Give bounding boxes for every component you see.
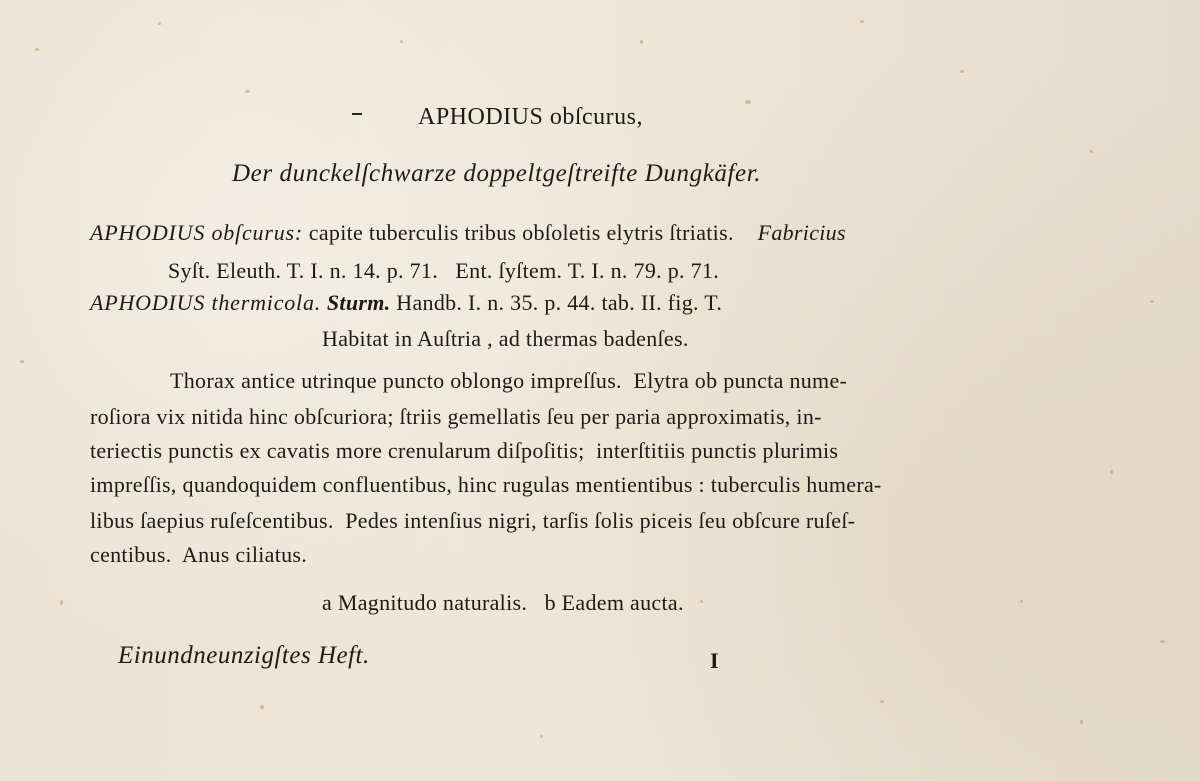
reference-author: Fabricius [757,220,846,245]
paper-fleck [20,360,24,363]
ornament-dash [352,113,362,115]
signature-mark: Einundneunzigſtes Heft. [118,642,370,669]
gathering-mark: I [710,648,719,673]
paper-fleck [1090,150,1093,153]
paper-fleck [1160,640,1165,643]
german-common-name: Der dunckelſchwarze doppeltgeſtreifte Dungkäfer. [232,160,762,187]
reference-text: capite tuberculis tribus obſoletis elytris ſtriatis. [308,220,734,245]
description-line: teriectis punctis ex cavatis more crenularum diſpoſitis; interſtitiis punctis plurimis [90,438,839,463]
paper-fleck [35,48,39,51]
paper-fleck [1020,600,1023,603]
description-line: libus ſaepius ruſeſcentibus. Pedes intenſius nigri, tarſis ſolis piceis ſeu obſcure ruſeſ- [90,508,856,533]
reference-fabricius-continued: Syſt. Eleuth. T. I. n. 14. p. 71. Ent. ſyſtem. T. I. n. 79. p. 71. [168,258,720,283]
paper-fleck [745,100,751,104]
paper-fleck [1110,470,1113,474]
paper-fleck [400,40,403,43]
figure-caption: a Magnitudo naturalis. b Eadem aucta. [322,590,684,615]
paper-fleck [960,70,964,73]
species-name: obſcurus, [549,104,644,130]
paper-fleck [880,700,884,703]
description-line: roſiora vix nitida hinc obſcuriora; ſtriis gemellatis ſeu per paria approximatis, in- [90,404,822,429]
genus-name: APHODIUS [418,104,544,130]
description-line: Thorax antice utrinque puncto oblongo impreſſus. Elytra ob puncta nume- [170,368,848,393]
paper-fleck [540,735,543,738]
reference-sturm [90,290,722,316]
reference-text: Handb. I. n. 35. p. 44. tab. II. fig. T. [396,290,723,315]
reference-name: APHODIUS obſcurus: [90,220,303,245]
paper-fleck [860,20,864,23]
habitat-line: Habitat in Auſtria , ad thermas badenſes. [322,326,689,351]
paper-fleck [260,705,264,709]
paper-fleck [1080,720,1083,724]
paper-fleck [640,40,643,44]
paper-fleck [245,90,250,93]
description-line: impreſſis, quandoquidem confluentibus, hinc rugulas mentientibus : tuberculis humera- [90,472,882,497]
reference-author: Sturm. [326,290,391,315]
paper-fleck [700,600,703,603]
reference-name: APHODIUS thermicola. [90,290,322,315]
paper-fleck [158,22,161,25]
reference-fabricius [90,220,846,246]
paper-fleck [1150,300,1154,303]
page-title [418,104,643,131]
paper-fleck [60,600,63,605]
description-line: centibus. Anus ciliatus. [90,542,308,567]
